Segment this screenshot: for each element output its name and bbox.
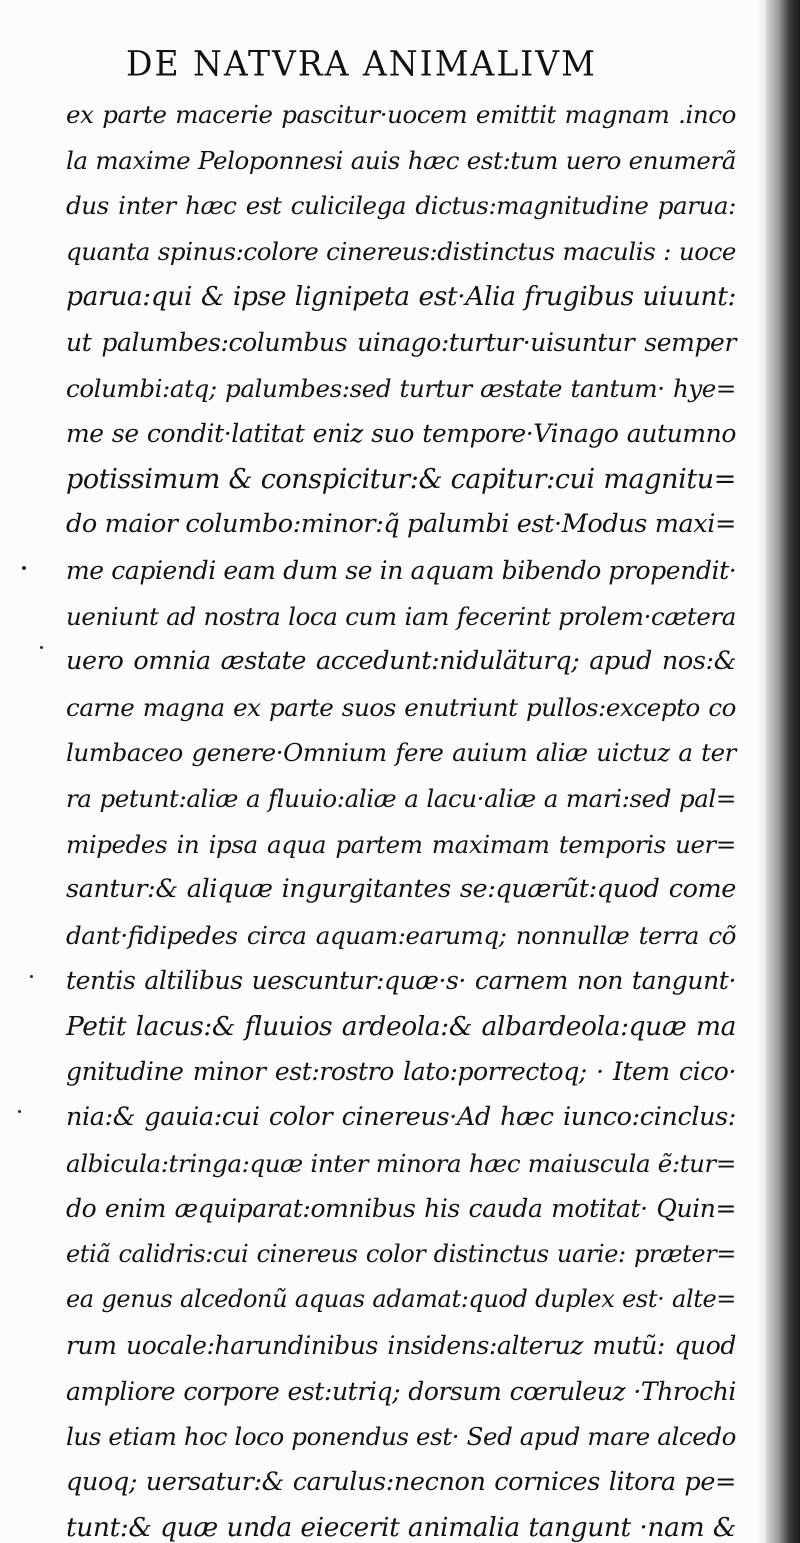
text-line: mipedes in ipsa aqua partem maximam temporis uer= — [66, 829, 736, 859]
text-line: uero omnia æstate accedunt:niduläturq; apud nos:& — [66, 646, 736, 677]
text-line: do enim æquiparat:omnibus his cauda motitat· Quin= — [66, 1194, 736, 1224]
text-line: do maior columbo:minor:q̃ palumbi est·Modus maxi= — [66, 509, 736, 540]
text-line: ampliore corpore est:utriq; dorsum cœruleuz ·Throchi — [66, 1376, 736, 1406]
text-line: ueniunt ad nostra loca cum iam fecerint prolem·cætera — [66, 601, 736, 631]
ink-speck — [18, 1110, 21, 1113]
text-line: me capiendi eam dum se in aquam bibendo propendit· — [66, 555, 737, 585]
running-head: DE NATVRA ANIMALIVM — [126, 43, 597, 84]
text-line: lumbaceo genere·Omnium fere auium aliæ uictuz a ter — [66, 738, 736, 768]
text-line: quoq; uersatur:& carulus:necnon cornices litora pe= — [66, 1466, 736, 1497]
text-line: Petit lacus:& fluuios ardeola:& albardeola:quæ ma — [66, 1010, 736, 1042]
ink-speck — [30, 975, 33, 978]
body-text — [66, 92, 736, 1543]
text-line: nia:& gauia:cui color cinereus·Ad hæc iunco:cinclus: — [66, 1102, 736, 1133]
scan-border — [766, 0, 800, 1543]
text-line: gnitudine minor est:rostro lato:porrectoq; · Item cico· — [66, 1057, 736, 1087]
text-line: quanta spinus:colore cinereus:distinctus maculis : uoce — [66, 236, 736, 266]
text-line: la maxime Peloponnesi auis hæc est:tum uero enumerã — [66, 145, 736, 175]
ink-speck — [22, 566, 26, 570]
text-line: potissimum & conspicitur:& capitur:cui magnitu= — [66, 463, 736, 495]
text-line: columbi:atq; palumbes:sed turtur æstate tantum· hye= — [66, 373, 736, 403]
text-line: albicula:tringa:quæ inter minora hæc maiuscula ẽ:tur= — [66, 1148, 736, 1178]
text-line: carne magna ex parte suos enutriunt pullos:excepto co — [66, 692, 736, 722]
text-line: tunt:& quæ unda eiecerit animalia tangunt ·nam & — [66, 1512, 736, 1543]
ink-speck — [40, 646, 43, 649]
text-line: ea genus alcedonũ aquas adamat:quod duplex est· alte= — [66, 1285, 736, 1314]
text-line: ra petunt:aliæ a fluuio:aliæ a lacu·aliæ a mari:sed pal= — [66, 783, 736, 813]
text-line: etiã calidris:cui cinereus color distinctus uarie: præter= — [66, 1239, 736, 1268]
text-line: ex parte macerie pascitur·uocem emittit magnam .inco — [66, 100, 736, 129]
text-line: me se condit·latitat eniz suo tempore·Vinago autumno — [66, 419, 736, 449]
text-line: tentis altilibus uescuntur:quæ·s· carnem non tangunt· — [66, 966, 736, 996]
text-line: santur:& aliquæ ingurgitantes se:quærũt:quod come — [66, 874, 736, 905]
text-line: parua:qui & ipse lignipeta est·Alia frugibus uiuunt: — [66, 281, 736, 313]
text-line: rum uocale:harundinibus insidens:alteruz mutũ: quod — [66, 1331, 736, 1361]
text-line: dus inter hæc est culicilega dictus:magnitudine parua: — [66, 191, 736, 221]
page-shadow — [756, 0, 766, 1543]
text-line: lus etiam hoc loco ponendus est· Sed apud mare alcedo — [66, 1422, 736, 1452]
text-line: ut palumbes:columbus uinago:turtur·uisuntur semper — [66, 327, 736, 357]
text-line: dant·fidipedes circa aquam:earumq; nonnullæ terra cõ — [66, 920, 736, 950]
